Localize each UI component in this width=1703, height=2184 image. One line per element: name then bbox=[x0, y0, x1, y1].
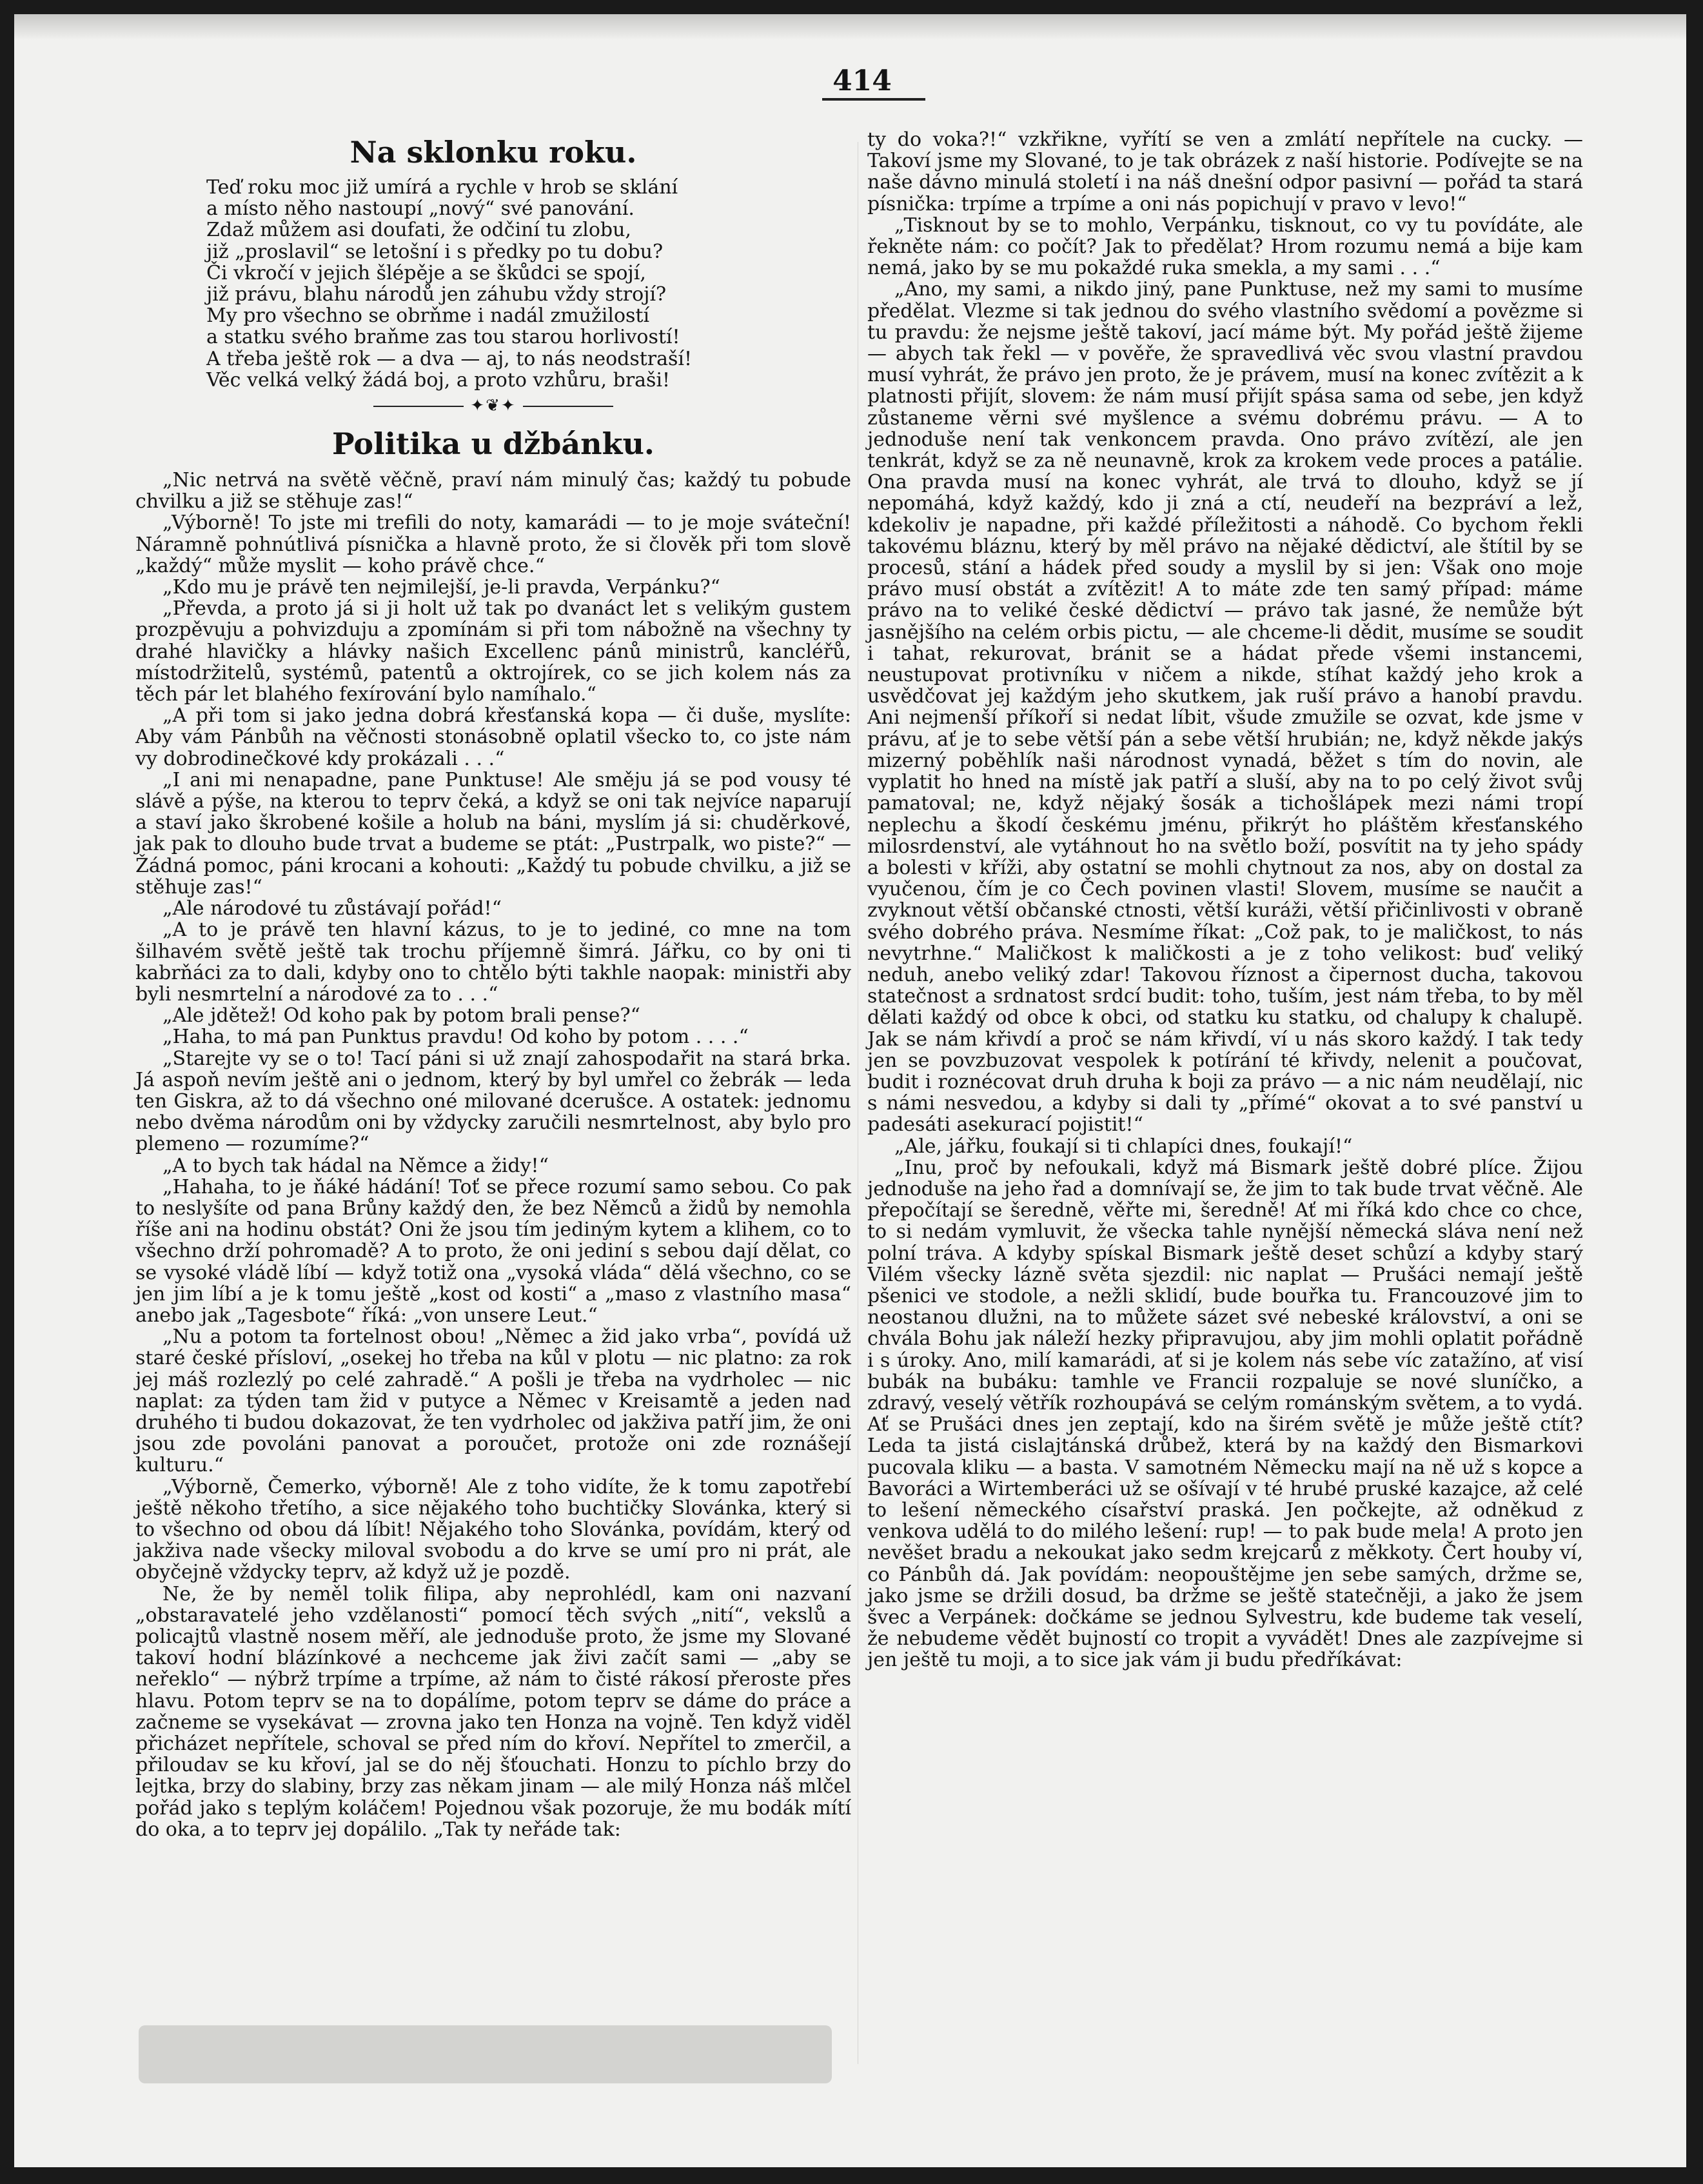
poem-line: A třeba ještě rok — a dva — aj, to nás neodstraší! bbox=[206, 347, 693, 370]
poem-title: Na sklonku roku. bbox=[349, 135, 637, 170]
right-column bbox=[867, 129, 1583, 1671]
scan-edge-bottom bbox=[0, 2167, 1703, 2184]
poem-line: již „proslavil“ se letošní i s předky po tu dobu? bbox=[206, 240, 664, 263]
scan-edge-right bbox=[1686, 0, 1703, 2184]
article-paragraph: „Ale národové tu zůstávají pořád!“ bbox=[162, 897, 502, 920]
article-title: Politika u džbánku. bbox=[332, 426, 655, 462]
ornament-rule-right bbox=[523, 406, 613, 407]
poem-line: Či vkročí v jejich šlépěje a se škůdci se spojí, bbox=[206, 261, 646, 284]
scan-shade bbox=[14, 14, 1686, 40]
poem-line: již právu, blahu národů jen záhubu vždy strojí? bbox=[206, 283, 667, 306]
article-paragraph: „Nu a potom ta fortelnost obou! „Němec a žid jako vrba“, povídá už staré české přísloví, „osekej ho třeba na kůl v plotu — nic platno: za rok jej máš rozlezlý po celé zahradě.“ A pošli je třeba na vydrholec — nic naplat: za týden tam žid v putyce a Němec v Kreisamtě a jeden nad druhého ti budou dokazovat, že ten vydrholec od jakživa patří jim, že oni jsou zde povoláni panovat a poroučet, protože oni zde roznášejí kulturu.“ bbox=[135, 1325, 851, 1477]
poem-line: Zdaž můžem asi doufati, že odčiní tu zlobu, bbox=[206, 219, 631, 242]
poem-line: Věc velká velký žádá boj, a proto vzhůru, braši! bbox=[206, 368, 671, 392]
article-paragraph: „Ano, my sami, a nikdo jiný, pane Punktuse, než my sami to musíme předělat. Vlezme si tak jednou do svého vlastního svědomí a povězme si tu pravdu: že nejsme ještě takoví, jací máme být. My pořád ještě žijeme — abych tak řekl — v pověře, že spravedlivá věc svou vlastní pravdou musí vyhrát, že právo jen proto, že je právem, musí na konec zvítězit a k platnosti přijít, slovem: že nám musí přijít spása sama od sebe, jen když zůstaneme věrni své myšlence a svému dobrému právu. — A to jednoduše není tak venkoncem pravda. Ono právo zvítězí, ale jen tenkrát, když se za ně neunavně, krok za krokem vede proces a patálie. Ona pravda musí na konec vyhrát, ale trvá to dlouho, když se jí nepomáhá, když každý, kdo ji zná a ctí, neudeří na bezpráví a lež, kdekoliv je napadne, při každé příležitosti a náhodě. Co bychom řekli takovému bláznu, který by měl právo na nějaké dědictví, ale štítil by se procesů, stání a hádek před soudy a myslil by si jen: Však ono moje právo musí obstát a zvítězit! A to máte zde ten samý případ: máme právo na to veliké české dědictví — právo tak jasné, že nemůže být jasnějšího na celém orbis pictu, — ale chceme-li dědit, musíme se soudit i tahat, rekurovat, bránit se a hádat přede všemi instancemi, neustupovat protivníku v ničem a nikde, stíhat každý jeho krok a usvědčovat jej každým jeho skutkem, jak ruší právo a hanobí pravdu. Ani nejmenší příkoří si nedat líbit, všude zmužile se ozvat, kde jsme v právu, ať je to sebe větší pán a sebe větší hrubián; ne, když někde jakýs mizerný poběhlík naši národnost vynadá, běžet s tím do novin, ale vyplatit ho hned na místě jak patří a sluší, aby na to po celý život svůj pamatoval; ne, když nějaký šosák a tichošlápek mezi námi tropí neplechu a škodí českému jménu, přikrýt ho pláštěm křesťanského milosrdenství, ale vytáhnout ho na světlo boží, posvítit na ty jeho spády a bolesti v kříži, aby ostatní se mohli chytnout za nos, aby on dostal za vyučenou, čím je co Čech povinen vlasti! Slovem, musíme se naučit a zvyknout větší občanské ctnosti, větší kuráži, větší přičinlivosti v obraně svého dobrého práva. Nesmíme říkat: „Což pak, to je maličkost, to nás nevytrhne.“ Maličkost k maličkosti a je z toho velikost: buď veliký neduh, anebo veliký zdar! Takovou říznost a čipernost ducha, takovou statečnost a srdnatost srdcí budit: toho, tuším, jest nám třeba, to by měl dělati každý od obce k obci, od statku ku statku, od chalupy k chalupě. Jak se nám křivdí a proč se nám křivdí, ví u nás skoro každý. I tak tedy jen se povzbuzovat vespolek k potírání té křivdy, nelenit a poučovat, budit i roznécovat druh druha k boji za právo — a nic nám neudělají, nic s námi nesvedou, a kdyby si dali ty „přímé“ okovat a to své panství u padesáti asekurací pojistit!“ bbox=[867, 278, 1583, 1137]
page-number: 414 bbox=[832, 65, 892, 97]
ornament-divider bbox=[135, 396, 851, 415]
article-paragraph: „Ale jdětež! Od koho pak by potom brali pense?“ bbox=[162, 1004, 640, 1027]
article-paragraph: „Tisknout by se to mohlo, Verpánku, tisknout, co vy tu povídáte, ale řekněte nám: co počít? Jak to předělat? Hrom rozumu nemá a bije kam nemá, jako by se mu pokaždé ruka smekla, a my sami . . .“ bbox=[867, 213, 1583, 280]
article-paragraph: „Nic netrvá na světě věčně, praví nám minulý čas; každý tu pobude chvilku a již se stěhuje zas!“ bbox=[135, 469, 851, 513]
article-paragraph: „Kdo mu je právě ten nejmilejší, je-li pravda, Verpánku?“ bbox=[162, 576, 720, 599]
poem-line: My pro všechno se obrňme i nadál zmužilostí bbox=[206, 304, 650, 328]
article-paragraph: „Výborně, Čemerko, výborně! Ale z toho vidíte, že k tomu zapotřebí ještě někoho třetího, a sice nějakého toho buchtičky Slovánka, který si to všechno od obou dá líbit! Nějakého toho Slovánka, povídám, který od jakživa nade všecky miloval svobodu a do krve se umí pro ni prát, ale obyčejně vždycky teprv, až když už je pozdě. bbox=[135, 1475, 851, 1584]
page-number-rule bbox=[822, 98, 925, 101]
article-paragraph: „Inu, proč by nefoukali, když má Bismark ještě dobré plíce. Žijou jednoduše na jeho řad a domnívají se, že jim to tak bude trvat věčně. Ale přepočítají se šeredně, věřte mi, šeredně! Ať mi říká kdo chce co chce, to si nedám vymluvit, že všecka tahle nynější německá sláva není než polní tráva. A kdyby spískal Bismark ještě deset schůzí a kdyby starý Vilém všecky lázně světa sjezdil: nic naplat — Prušáci nemají ještě pšenici ve stodole, a nežli sklidí, bude bouřka tu. Francouzové jim to neostanou dlužni, na to můžete sázet své nebeské království, a oni se chvála Bohu jak náleží hezky připravujou, aby jim mohli oplatit pořádně i s úroky. Ano, milí kamarádi, ať si je kolem nás sebe víc zatažíno, ať visí bubák na bubáku: tamhle ve Francii rozpaluje se nové sluníčko, a zdravý, veselý větřík rozhoupává se celým románským světem, a to vydá. Ať se Prušáci dnes jen zeptají, kdo na širém světě je může ještě ctít? Leda ta jistá cislajtánská drůbež, která by na každý den Bismarkovi pucovala kliku — a basta. V samotném Německu mají na ně už s kopce a Bavoráci a Wirtemberáci už se ošívají v té hrubé pruské kazajce, až celé to lešení německého císařství praská. Jen počkejte, až odněkud z venkova udělá to do milého lešení: rup! — to pak bude mela! A proto jen nevěšet bradu a nekoukat jako sedm krejcarů z měkkoty. Čert houby ví, co Pánbůh dá. Jak povídám: neopouštějme jen sebe samých, držme se, jako jsme se držili dosud, ba držme se ještě statečněji, a jako že jsem švec a Verpánek: dočkáme se jednou Sylvestru, kde budeme tak veselí, že nebudeme vědět bujností co tropit a vyvádět! Dnes ale zazpívejme si jen ještě tu moji, a to sice jak vám ji budu předříkávat: bbox=[867, 1156, 1583, 1672]
scan-edge-top bbox=[0, 0, 1703, 14]
left-column bbox=[135, 129, 851, 1840]
poem bbox=[135, 177, 851, 391]
scan-edge-left bbox=[0, 0, 14, 2184]
article-paragraph: „A při tom si jako jedna dobrá křesťanská kopa — či duše, myslíte: Aby vám Pánbůh na věčnosti stonásobně oplatil všecko to, co jste nám vy dobrodinečkové kdy prokázali . . .“ bbox=[135, 704, 851, 770]
ornament-rule-left bbox=[373, 406, 464, 407]
article-paragraph: ty do voka?!“ vzkřikne, vyřítí se ven a zmlátí nepřítele na cucky. — Takoví jsme my Slované, to je tak obrázek z naší historie. Podívejte se na naše dávno minulá století i na náš dnešní odpor pasivní — pořád ta stará písnička: trpíme a trpíme a oni nás popichují v pravo v levo!“ bbox=[867, 128, 1583, 215]
article-paragraph: „A to je právě ten hlavní kázus, to je to jediné, co mne na tom šilhavém světě ještě tak trochu příjemně šimrá. Jářku, co by oni ti kabrňáci za to dali, kdyby ono to chtělo býti takhle naopak: ministři aby byli nesmrtelní a národové za to . . .“ bbox=[135, 918, 851, 1006]
ornament-glyph: ✦❦✦ bbox=[470, 396, 517, 416]
article-paragraph: „I ani mi nenapadne, pane Punktuse! Ale směju já se pod vousy té slávě a pýše, na kterou to teprv čeká, a když se oni tak nejvíce naparují a staví jako škrobené košile a holub na báni, myslím já si: chuděrkové, jak pak to dlouho bude trvat a budeme se ptát: „Pustrpalk, wo piste?“ — Žádná pomoc, páni krocani a kohouti: „Každý tu pobude chvilku, a již se stěhuje zas!“ bbox=[135, 768, 851, 898]
poem-line: a místo něho nastoupí „nový“ své panování. bbox=[206, 197, 635, 221]
article-paragraph: „Hahaha, to je ňáké hádání! Toť se přece rozumí samo sebou. Co pak to neslyšíte od pana Brůny každý den, že bez Němců a židů by nemohla říše ani na hodinu obstát? Oni že jsou tím jediným kytem a klihem, co to všechno drží pohromadě? A to proto, že oni jediní s sebou dají dělat, co se vysoké vládě líbí — když totiž ona „vysoká vláda“ dělá všechno, co se jen jim líbí a je k tomu ještě „kost od kosti“ a „maso z vlastního masa“ anebo jak „Tagesbote“ říká: „von unsere Leut.“ bbox=[135, 1175, 851, 1327]
article-paragraph: „Starejte vy se o to! Tací páni si už znají zahospodařit na stará brka. Já aspoň nevím ještě ani o jednom, který by byl umřel co žebrák — leda ten Giskra, až to dá všechno oné milované dcerušce. A ostatek: jednomu nebo dvěma národům oni by vždycky zaručili nesmrtelnost, aby bylo pro plemeno — rozumíme?“ bbox=[135, 1047, 851, 1156]
article-paragraph: „Haha, to má pan Punktus pravdu! Od koho by potom . . . .“ bbox=[162, 1026, 749, 1049]
poem-line: Teď roku moc již umírá a rychle v hrob se sklání bbox=[206, 176, 678, 199]
article-paragraph: „A to bych tak hádal na Němce a židy!“ bbox=[162, 1154, 549, 1177]
article-body-right bbox=[867, 129, 1583, 1671]
article-paragraph: „Výborně! To jste mi trefili do noty, kamarádi — to je moje sváteční! Náramně pohnútlivá písnička a hlavně proto, že si člověk při tom slově „každý“ může myslit — koho právě chce.“ bbox=[135, 511, 851, 577]
article-paragraph: „Převda, a proto já si ji holt už tak po dvanáct let s velikým gustem prozpěvuju a pohvizduju a zpomínám si při tom nábožně na všechny ty drahé hlavičky a hlávky našich Excellenc pánů ministrů, kancléřů, místodržitelů, systémů, patentů a oktrojírek, co se jich kolem nás za těch pár let blahého fexírování bylo namíhalo.“ bbox=[135, 597, 851, 706]
article-body-left bbox=[135, 470, 851, 1840]
ink-smudge bbox=[139, 2025, 832, 2083]
poem-line: a statku svého braňme zas tou starou horlivostí! bbox=[206, 326, 680, 349]
article-paragraph: Ne, že by neměl tolik filipa, aby neprohlédl, kam oni nazvaní „obstaravatelé jeho vzdělanosti“ pomocí těch svých „nití“, vekslů a policajtů vlastně nosem měří, ale jednoduše proto, že jsme my Slované takoví hodní blázínkové a nechceme jak živi začít sami — „aby se neřeklo“ — nýbrž trpíme a trpíme, až nám to čisté rákosí přeroste přes hlavu. Potom teprv se na to dopálíme, potom teprv se dáme do práce a začneme se vysekávat — zrovna jako ten Honza na vojně. Ten když viděl přicházet nepřítele, schoval se před ním do křoví. Nepřítel to zmerčil, a přiloudav se ku křoví, jal se do něj šťouchati. Honzu to píchlo brzy do lejtka, brzy do slabiny, brzy zas někam jinam — ale milý Honza náš mlčel pořád jako s teplým koláčem! Pojednou však pozoruje, že mu bodák mítí do oka, a to teprv jej dopálilo. „Tak ty neřáde tak: bbox=[135, 1582, 851, 1841]
article-paragraph: „Ale, jářku, foukají si ti chlapíci dnes, foukají!“ bbox=[894, 1135, 1353, 1158]
